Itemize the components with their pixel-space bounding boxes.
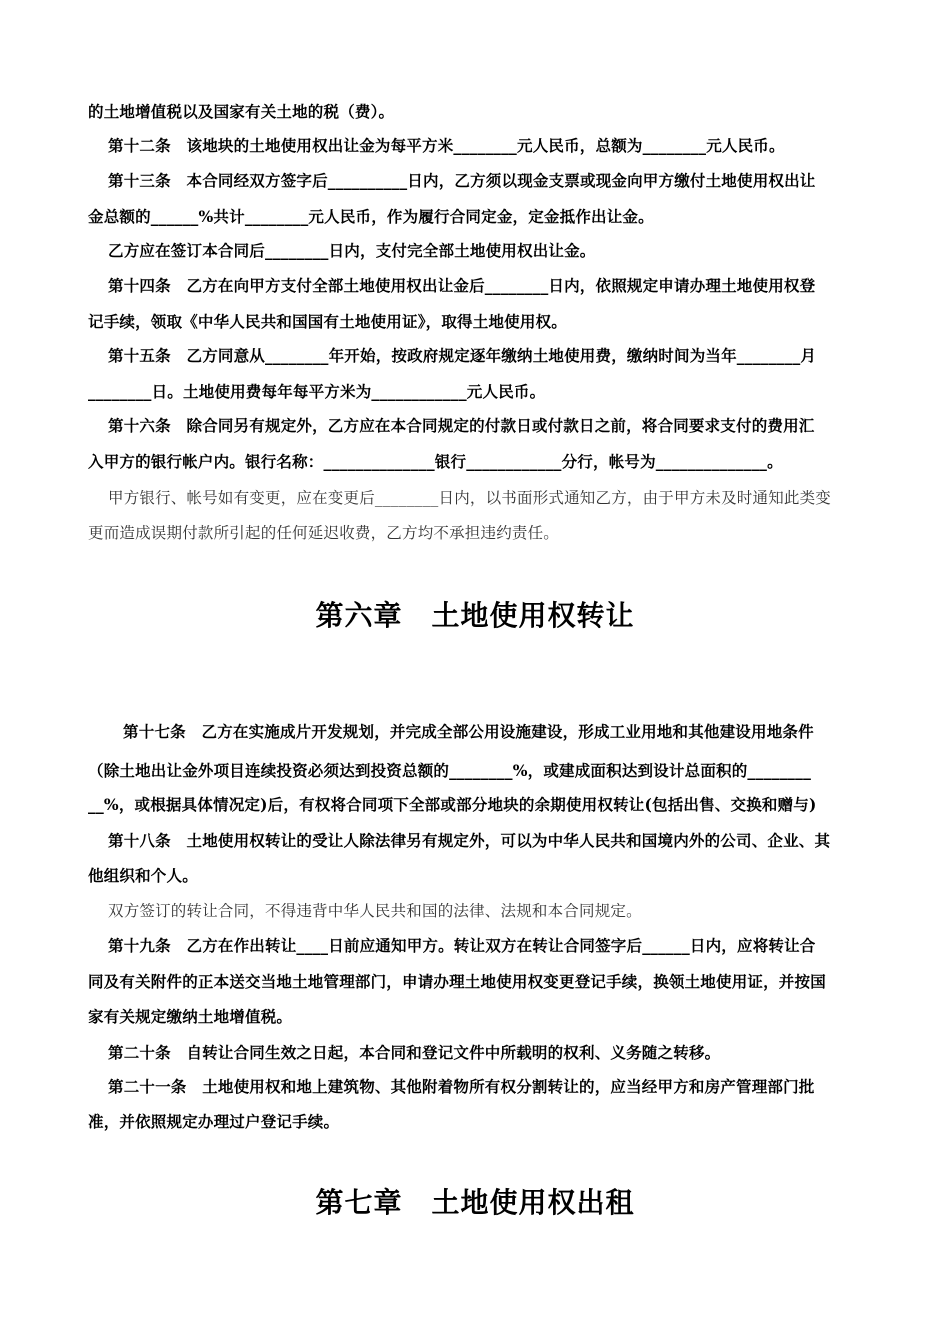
text-line: 双方签订的转让合同，不得违背中华人民共和国的法律、法规和本合同规定。: [108, 902, 642, 920]
article-19: 第十九条 乙方在作出转让____日前应通知甲方。转让双方在转让合同签字后______日内，应将转让合: [108, 936, 816, 955]
text-line: 家有关规定缴纳土地增值税。: [88, 1007, 293, 1026]
text-line: 金总额的______%共计________元人民币，作为履行合同定金，定金抵作出让金。: [88, 207, 654, 226]
article-16: 第十六条 除合同另有规定外，乙方应在本合同规定的付款日或付款日之前，将合同要求支付的费用汇: [108, 416, 815, 435]
article-17: 第十七条 乙方在实施成片开发规划，并完成全部公用设施建设，形成工业用地和其他建设用地条件: [123, 722, 814, 741]
article-15: 第十五条 乙方同意从________年开始，按政府规定逐年缴纳土地使用费，缴纳时间为当年________月: [108, 346, 817, 365]
text-line: 入甲方的银行帐户内。银行名称：______________银行____________分行，帐号为______________。: [88, 452, 783, 471]
chapter-heading: 第七章 土地使用权出租: [315, 1186, 635, 1219]
article-13: 第十三条 本合同经双方签字后__________日内，乙方须以现金支票或现金向甲方缴付土地使用权出让: [108, 171, 816, 190]
text-line: 的土地增值税以及国家有关土地的税（费）。: [88, 102, 395, 121]
article-21: 第二十一条 土地使用权和地上建筑物、其他附着物所有权分割转让的，应当经甲方和房产管理部门批: [108, 1077, 815, 1096]
text-line: （除土地出让金外项目连续投资必须达到投资总额的________%，或建成面积达到设计总面积的________: [88, 761, 812, 780]
text-line: 同及有关附件的正本送交当地土地管理部门，申请办理土地使用权变更登记手续，换领土地使用证，并按国: [88, 972, 826, 991]
article-14: 第十四条 乙方在向甲方支付全部土地使用权出让金后________日内，依照规定申请办理土地使用权登: [108, 276, 816, 295]
article-12: 第十二条 该地块的土地使用权出让金为每平方米________元人民币，总额为________元人民币。: [108, 136, 785, 155]
article-18: 第十八条 土地使用权转让的受让人除法律另有规定外，可以为中华人民共和国境内外的公司、企业、其: [108, 831, 831, 850]
text-line: 他组织和个人。: [88, 866, 198, 885]
chapter-heading: 第六章 土地使用权转让: [315, 599, 635, 632]
text-line: 准，并依照规定办理过户登记手续。: [88, 1112, 340, 1131]
text-line: 记手续，领取《中华人民共和国国有土地使用证》，取得土地使用权。: [88, 312, 567, 331]
text-line: 甲方银行、帐号如有变更，应在变更后________日内，以书面形式通知乙方，由于甲方未及时通知此类变: [108, 489, 832, 507]
text-line: 更而造成误期付款所引起的任何延迟收费，乙方均不承担违约责任。: [88, 524, 560, 542]
text-line: __%，或根据具体情况定)后，有权将合同项下全部或部分地块的余期使用权转让(包括出售、交换和赠与): [88, 795, 817, 814]
text-line: 乙方应在签订本合同后________日内，支付完全部土地使用权出让金。: [108, 241, 596, 260]
article-20: 第二十条 自转让合同生效之日起，本合同和登记文件中所载明的权利、义务随之转移。: [108, 1043, 721, 1062]
text-line: ________日。土地使用费每年每平方米为____________元人民币。: [88, 382, 546, 401]
